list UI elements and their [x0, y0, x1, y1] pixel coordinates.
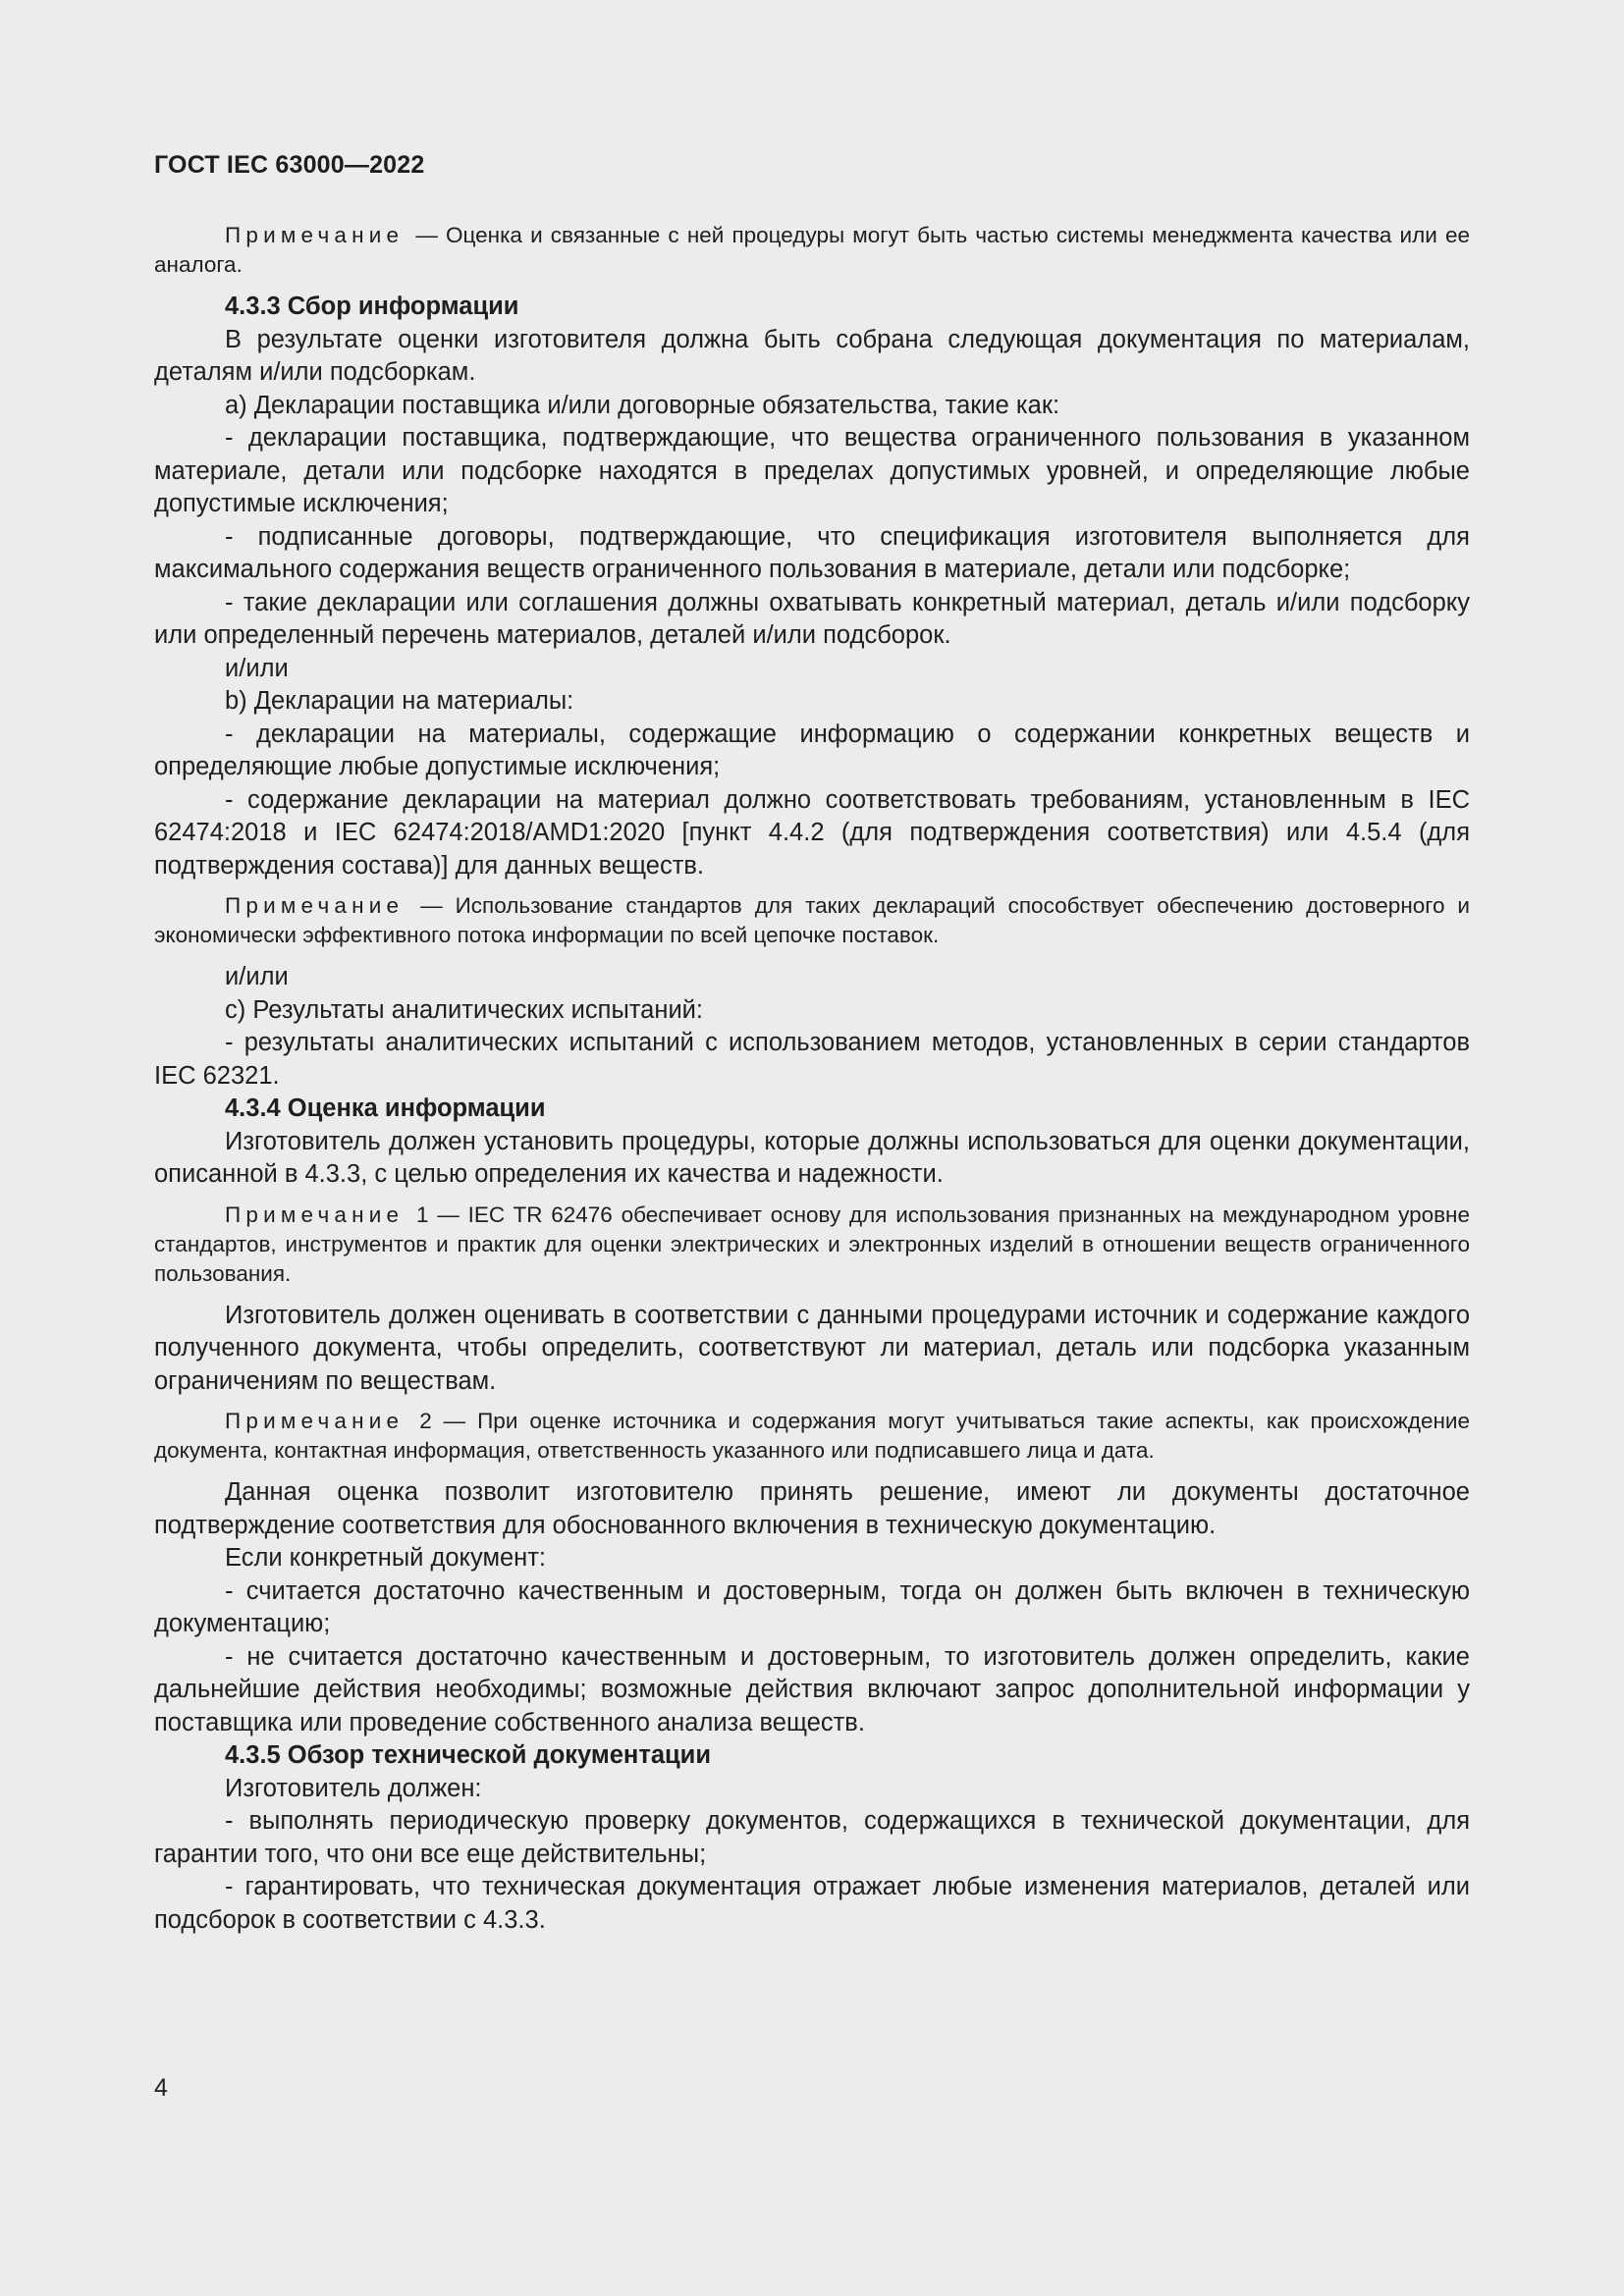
section-heading: 4.3.5 Обзор технической документации	[225, 1741, 712, 1769]
paragraph: и/или	[225, 654, 289, 682]
note	[154, 891, 1470, 950]
paragraph: c) Результаты аналитических испытаний:	[225, 995, 704, 1024]
paragraph: Данная оценка позволит изготовителю принять решение, имеют ли документы достаточное подтверждение соответствия для обоснованного включения в техническую документацию.	[154, 1478, 1470, 1539]
note-text: — Оценка и связанные с ней процедуры могут быть частью системы менеджмента качества или ее аналога.	[154, 223, 1470, 277]
note	[154, 221, 1470, 280]
section-heading: 4.3.4 Оценка информации	[225, 1095, 546, 1122]
note-label: Примечание	[225, 1201, 405, 1227]
paragraph: и/или	[225, 963, 289, 990]
note-text: 2 — При оценке источника и содержания могут учитываться такие аспекты, как происхождение документа, контактная информация, ответственность указанного или подписавшего лица и дата.	[154, 1409, 1470, 1463]
paragraph: - подписанные договоры, подтверждающие, что спецификация изготовителя выполняется для максимального содержания веществ ограниченного пользования в материале, детали или подсборке;	[154, 522, 1470, 583]
paragraph: Если конкретный документ:	[225, 1544, 547, 1572]
paragraph: Изготовитель должен:	[225, 1774, 482, 1802]
paragraph: - результаты аналитических испытаний с использованием методов, установленных в серии стандартов IEC 62321.	[154, 1029, 1470, 1090]
paragraph: Изготовитель должен оценивать в соответствии с данными процедурами источник и содержание каждого полученного документа, чтобы определить, соответствуют ли материал, деталь или подсборка указанным ограничениям по веществам.	[154, 1301, 1470, 1395]
paragraph: b) Декларации на материалы:	[225, 687, 574, 715]
note-label: Примечание	[225, 893, 405, 918]
note	[154, 1201, 1470, 1289]
document-body	[154, 221, 1470, 1937]
paragraph: - не считается достаточно качественным и достоверным, то изготовитель должен определить, какие дальнейшие действия необходимы; возможные действия включают запрос дополнительной информации у поставщика или проведение собственного анализа веществ.	[154, 1642, 1470, 1736]
paragraph: Изготовитель должен установить процедуры, которые должны использоваться для оценки документации, описанной в 4.3.3, с целью определения их качества и надежности.	[154, 1127, 1470, 1188]
paragraph: - такие декларации или соглашения должны охватывать конкретный материал, деталь и/или подсборку или определенный перечень материалов, деталей и/или подсборок.	[154, 588, 1470, 649]
note-text: — Использование стандартов для таких деклараций способствует обеспечению достоверного и экономически эффективного потока информации по всей цепочке поставок.	[154, 893, 1470, 947]
paragraph: - выполнять периодическую проверку документов, содержащихся в технической документации, для гарантии того, что они все еще действительны;	[154, 1807, 1470, 1868]
paragraph: - содержание декларации на материал должно соответствовать требованиям, установленным в IEC 62474:2018 и IEC 62474:2018/AMD1:2020 [пункт 4.4.2 (для подтверждения соответствия) или 4.5.4 (для подтверждения состава)] для данных веществ.	[154, 785, 1470, 880]
note-label: Примечание	[225, 1409, 405, 1433]
paragraph: - гарантировать, что техническая документация отражает любые изменения материалов, деталей или подсборок в соответствии с 4.3.3.	[154, 1873, 1470, 1934]
note-label: Примечание	[225, 223, 405, 247]
note	[154, 1407, 1470, 1466]
paragraph: a) Декларации поставщика и/или договорные обязательства, такие как:	[225, 391, 1060, 419]
paragraph: - декларации поставщика, подтверждающие, что вещества ограниченного пользования в указанном материале, детали или подсборке находятся в пределах допустимых уровней, и определяющие любые допустимые исключения;	[154, 424, 1470, 517]
page-number: 4	[154, 2074, 168, 2102]
paragraph: - считается достаточно качественным и достоверным, тогда он должен быть включен в техническую документацию;	[154, 1576, 1470, 1637]
paragraph: - декларации на материалы, содержащие информацию о содержании конкретных веществ и определяющие любые допустимые исключения;	[154, 720, 1470, 780]
section-heading: 4.3.3 Сбор информации	[225, 293, 519, 320]
paragraph: В результате оценки изготовителя должна быть собрана следующая документация по материалам, деталям и/или подсборкам.	[154, 325, 1470, 386]
document-header: ГОСТ IEC 63000—2022	[154, 151, 425, 179]
note-text: 1 — IEC TR 62476 обеспечивает основу для использования признанных на международном уровне стандартов, инструментов и практик для оценки электрических и электронных изделий в отношении веществ ограниченного пользования.	[154, 1201, 1470, 1286]
